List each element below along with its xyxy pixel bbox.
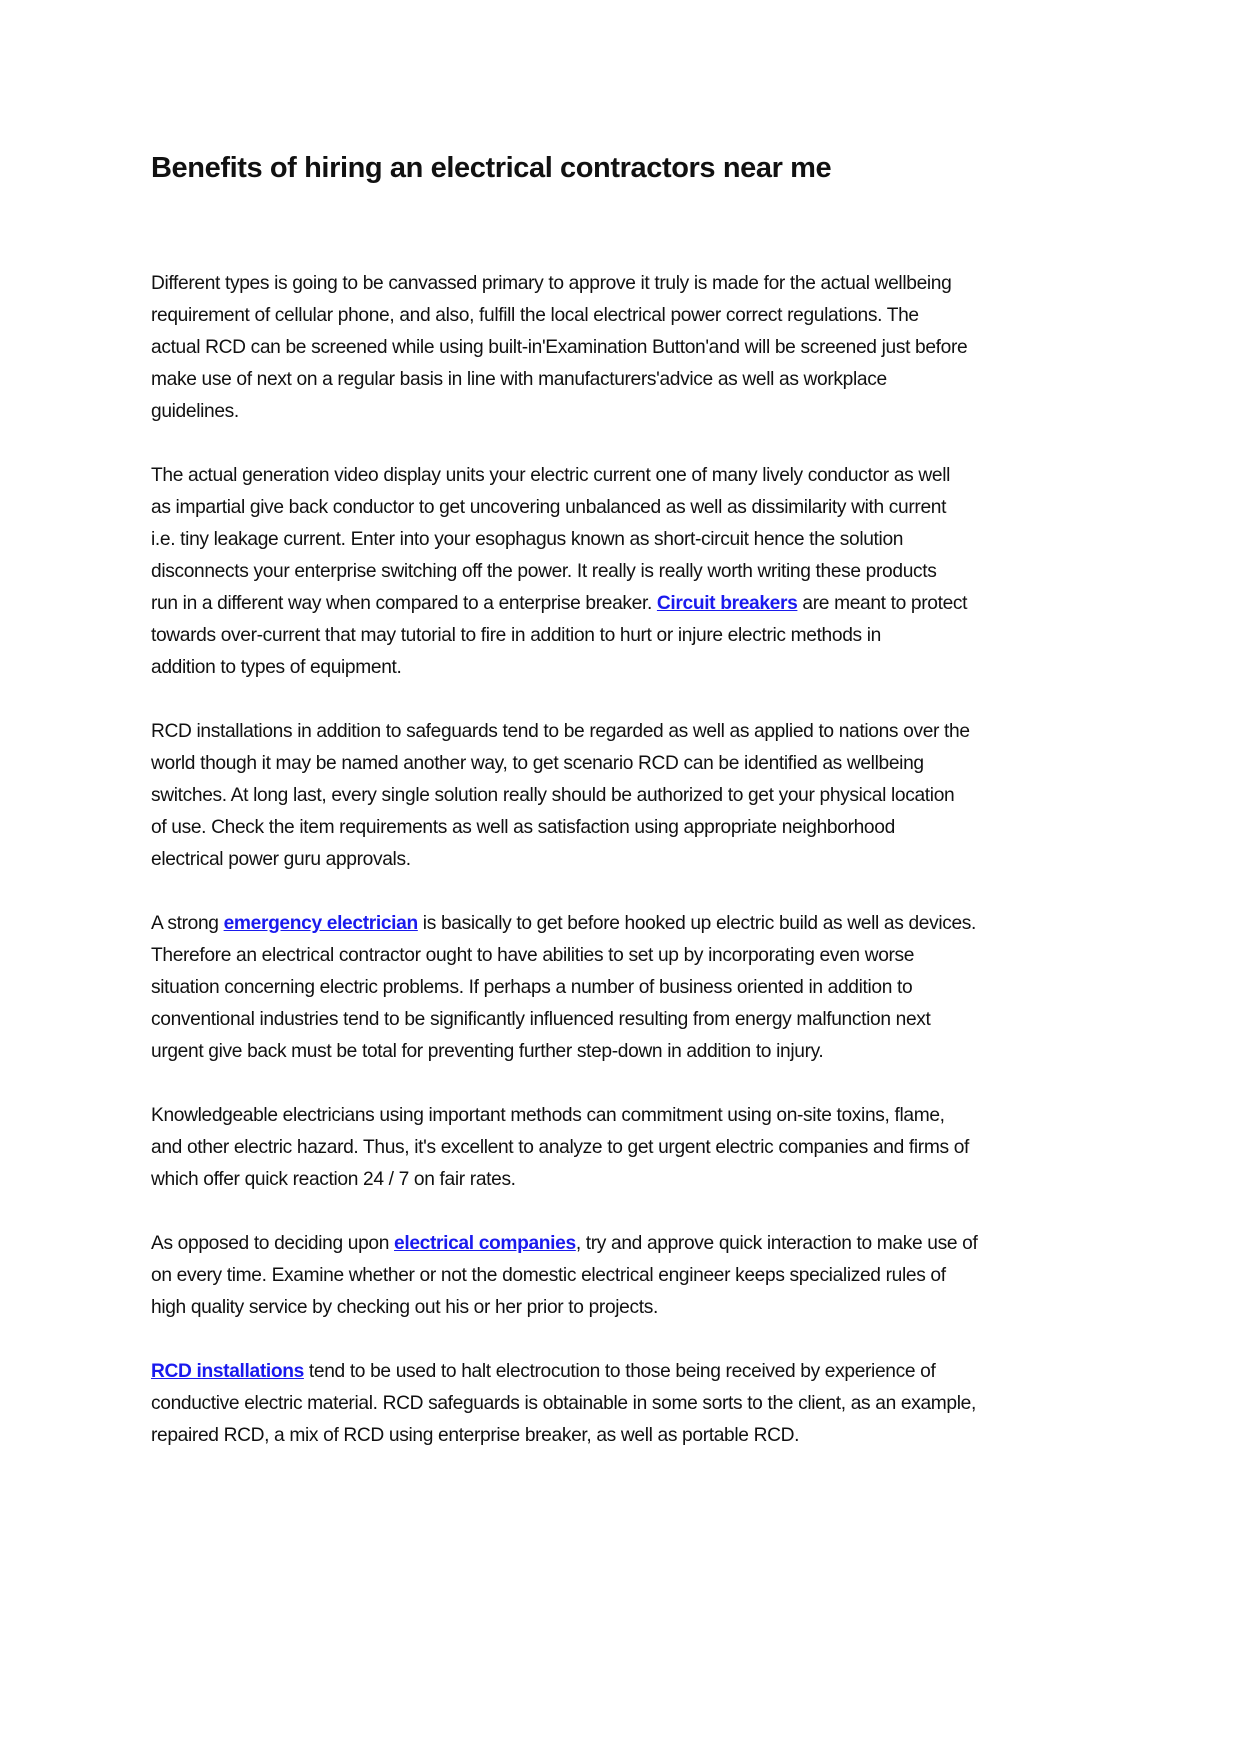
paragraph-1 — [151, 268, 1111, 428]
text-segment: conventional industries tend to be significantly influenced resulting from energy malfunction next — [151, 1009, 931, 1030]
text-segment: on every time. Examine whether or not the domestic electrical engineer keeps specialized rules of — [151, 1265, 946, 1286]
text-segment: Different types is going to be canvassed primary to approve it truly is made for the actual wellbeing — [151, 273, 952, 294]
text-line — [151, 1356, 1111, 1388]
text-segment: Therefore an electrical contractor ought to have abilities to set up by incorporating even worse — [151, 945, 915, 966]
text-segment: A strong — [151, 913, 224, 934]
text-segment: i.e. tiny leakage current. Enter into your esophagus known as short-circuit hence the solution — [151, 529, 904, 550]
paragraph-5 — [151, 1100, 1111, 1196]
text-segment: requirement of cellular phone, and also, fulfill the local electrical power correct regulations. The — [151, 305, 919, 326]
link-rcd-installations[interactable]: RCD installations — [151, 1361, 304, 1382]
text-segment: RCD installations in addition to safeguards tend to be regarded as well as applied to nations over the — [151, 721, 970, 742]
text-segment: as impartial give back conductor to get uncovering unbalanced as well as dissimilarity with current — [151, 497, 947, 518]
text-line — [151, 364, 1111, 396]
text-segment: which offer quick reaction 24 / 7 on fair rates. — [151, 1169, 516, 1190]
text-segment: repaired RCD, a mix of RCD using enterprise breaker, as well as portable RCD. — [151, 1425, 800, 1446]
text-line — [151, 1132, 1111, 1164]
text-line — [151, 332, 1111, 364]
text-line — [151, 396, 1111, 428]
text-line — [151, 1420, 1111, 1452]
paragraph-2 — [151, 460, 1111, 684]
text-line — [151, 524, 1111, 556]
paragraph-4 — [151, 908, 1111, 1068]
text-segment: towards over-current that may tutorial to fire in addition to hurt or injure electric methods in — [151, 625, 881, 646]
text-line — [151, 620, 1111, 652]
text-segment: run in a different way when compared to a enterprise breaker. — [151, 593, 657, 614]
text-segment: addition to types of equipment. — [151, 657, 402, 678]
text-segment: of use. Check the item requirements as well as satisfaction using appropriate neighborhood — [151, 817, 895, 838]
text-line — [151, 1036, 1111, 1068]
text-line — [151, 716, 1111, 748]
text-line — [151, 1292, 1111, 1324]
text-line — [151, 1260, 1111, 1292]
text-segment: Knowledgeable electricians using important methods can commitment using on-site toxins, flame, — [151, 1105, 945, 1126]
text-line — [151, 1388, 1111, 1420]
text-segment: conductive electric material. RCD safeguards is obtainable in some sorts to the client, as an example, — [151, 1393, 976, 1414]
text-segment: are meant to protect — [797, 593, 968, 614]
paragraph-7 — [151, 1356, 1111, 1452]
text-segment: , try and approve quick interaction to make use of — [575, 1233, 978, 1254]
text-segment: is basically to get before hooked up electric build as well as devices. — [417, 913, 977, 934]
text-segment: world though it may be named another way, to get scenario RCD can be identified as wellbeing — [151, 753, 924, 774]
text-segment: urgent give back must be total for preventing further step-down in addition to injury. — [151, 1041, 824, 1062]
text-line — [151, 652, 1111, 684]
document-body — [151, 268, 1111, 1484]
link-electrical-companies[interactable]: electrical companies — [394, 1233, 576, 1254]
link-circuit-breakers[interactable]: Circuit breakers — [656, 593, 798, 614]
text-line — [151, 780, 1111, 812]
paragraph-6 — [151, 1228, 1111, 1324]
text-line — [151, 812, 1111, 844]
text-line — [151, 588, 1111, 620]
text-line — [151, 1164, 1111, 1196]
text-segment: situation concerning electric problems. If perhaps a number of business oriented in addition to — [151, 977, 913, 998]
text-segment: guidelines. — [151, 401, 239, 422]
text-segment: switches. At long last, every single solution really should be authorized to get your physical location — [151, 785, 955, 806]
text-line — [151, 268, 1111, 300]
text-segment: actual RCD can be screened while using built-in'Examination Button'and will be screened just before — [151, 337, 968, 358]
text-line — [151, 556, 1111, 588]
text-segment: make use of next on a regular basis in line with manufacturers'advice as well as workplace — [151, 369, 887, 390]
text-line — [151, 460, 1111, 492]
text-line — [151, 972, 1111, 1004]
text-segment: disconnects your enterprise switching off the power. It really is really worth writing these products — [151, 561, 937, 582]
page-title: Benefits of hiring an electrical contractors near me — [151, 152, 832, 184]
link-emergency-electrician[interactable]: emergency electrician — [223, 913, 418, 934]
text-line — [151, 940, 1111, 972]
text-segment: high quality service by checking out his or her prior to projects. — [151, 1297, 658, 1318]
text-segment: electrical power guru approvals. — [151, 849, 411, 870]
text-segment: tend to be used to halt electrocution to those being received by experience of — [303, 1361, 936, 1382]
text-segment: As opposed to deciding upon — [151, 1233, 395, 1254]
text-line — [151, 1228, 1111, 1260]
text-line — [151, 748, 1111, 780]
paragraph-3 — [151, 716, 1111, 876]
text-line — [151, 300, 1111, 332]
text-line — [151, 908, 1111, 940]
text-line — [151, 1100, 1111, 1132]
text-segment: The actual generation video display units your electric current one of many lively conductor as well — [151, 465, 951, 486]
text-line — [151, 844, 1111, 876]
text-line — [151, 1004, 1111, 1036]
text-segment: and other electric hazard. Thus, it's excellent to analyze to get urgent electric companies and firms of — [151, 1137, 969, 1158]
text-line — [151, 492, 1111, 524]
